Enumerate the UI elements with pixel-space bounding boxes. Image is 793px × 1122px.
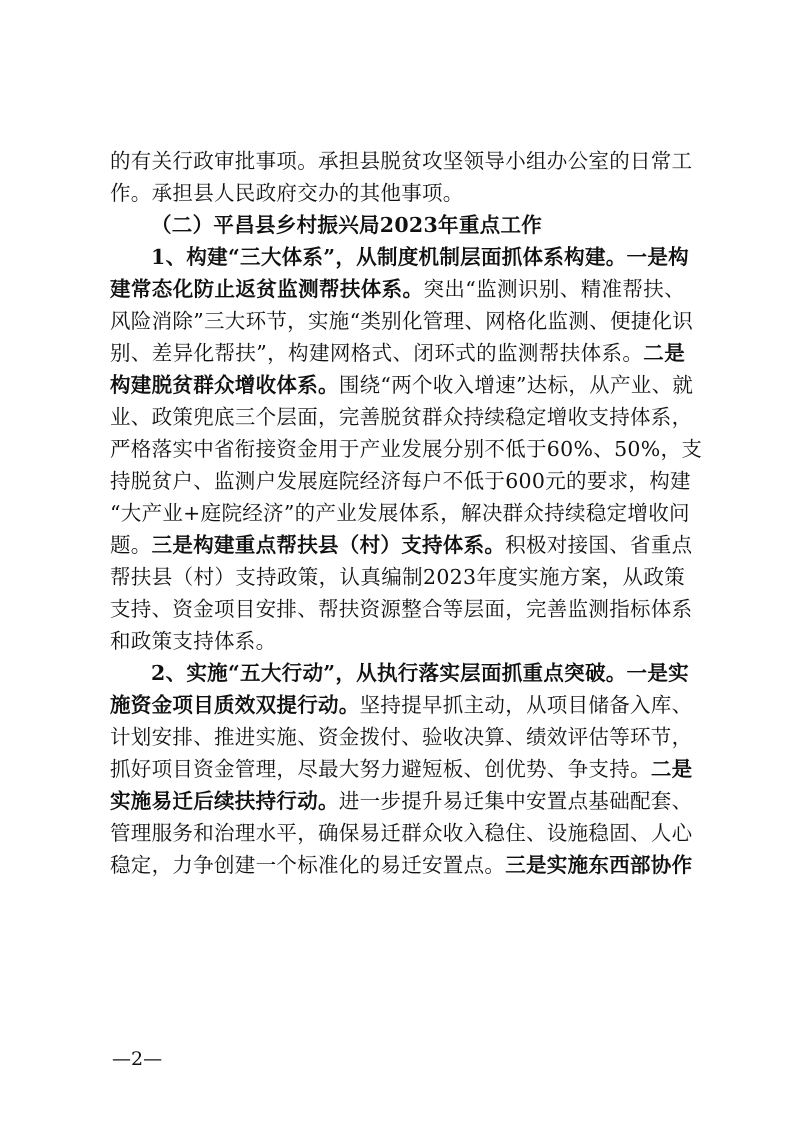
bold-text: 二是	[643, 341, 685, 365]
text-line	[110, 369, 694, 401]
text-line	[110, 497, 690, 529]
section-heading: （二）平昌县乡村振兴局2023年重点工作	[151, 213, 543, 237]
body-text: 和政策支持体系。	[110, 629, 277, 653]
body-text: 积极对接国、省重点	[505, 533, 693, 557]
text-line	[110, 241, 689, 273]
body-text: 支持、资金项目安排、帮扶资源整合等层面，完善监测指标体系	[110, 597, 693, 621]
body-text: 的有关行政审批事项。承担县脱贫攻坚领导小组办公室的日常工	[110, 149, 693, 173]
text-line	[110, 849, 693, 881]
bold-text: 施资金项目质效双提行动。	[110, 693, 360, 717]
body-text: 突出“监测识别、精准帮扶、	[423, 277, 685, 301]
text-line	[110, 753, 693, 785]
body-text: 帮扶县（村）支持政策，认真编制2023年度实施方案，从政策	[110, 565, 685, 589]
text-line	[110, 337, 685, 369]
text-line	[110, 529, 693, 561]
bold-text: 实施易迁后续扶持行动。	[110, 789, 339, 813]
body-text: 围绕“两个收入增速”达标，从产业、就	[338, 373, 694, 397]
text-line	[110, 561, 685, 593]
text-line	[110, 401, 693, 433]
text-line	[110, 145, 693, 177]
text-line	[110, 465, 691, 497]
text-line	[110, 593, 693, 625]
text-line	[110, 817, 693, 849]
text-line	[110, 657, 689, 689]
bold-text: 2、实施“五大行动”，从执行落实层面抓重点突破。	[151, 661, 627, 685]
body-text: 别、差异化帮扶”，构建网格式、闭环式的监测帮扶体系。	[110, 341, 644, 365]
body-text: 计划安排、推进实施、资金拨付、验收决算、绩效评估等环节，	[110, 725, 693, 749]
document-body	[110, 145, 703, 881]
body-text: 坚持提早抓主动，从项目储备入库、	[359, 693, 693, 717]
paragraph-duties-continued	[110, 145, 693, 209]
bold-text: 二是	[650, 757, 693, 781]
text-line	[110, 305, 694, 337]
body-text: 作。承担县人民政府交办的其他事项。	[110, 181, 464, 205]
body-text: 严格落实中省衔接资金用于产业发展分别不低于60%、50%，支	[110, 437, 703, 461]
bold-text: 三是构建重点帮扶县（村）支持体系。	[151, 533, 506, 557]
body-text: “大产业+庭院经济”的产业发展体系，解决群众持续稳定增收问	[110, 501, 690, 525]
text-line	[110, 273, 685, 305]
body-text: 业、政策兜底三个层面，完善脱贫群众持续稳定增收支持体系，	[110, 405, 693, 429]
body-text: 稳定，力争创建一个标准化的易迁安置点。	[110, 853, 506, 877]
body-text: 持脱贫户、监测户发展庭院经济每户不低于600元的要求，构建	[110, 469, 691, 493]
text-line	[110, 785, 693, 817]
body-text: 抓好项目资金管理，尽最大努力避短板、创优势、争支持。	[110, 757, 651, 781]
bold-text: 构建脱贫群众增收体系。	[110, 373, 339, 397]
text-line	[110, 625, 685, 657]
text-line	[110, 721, 693, 753]
paragraph-three-systems	[110, 241, 703, 657]
page-number: —2—	[112, 1048, 163, 1070]
bold-text: 1、构建“三大体系”，从制度机制层面抓体系构建。	[151, 245, 627, 269]
text-line	[110, 177, 685, 209]
bold-text: 建常态化防止返贫监测帮扶体系。	[110, 277, 424, 301]
body-text: 题。	[110, 533, 152, 557]
body-text: 管理服务和治理水平，确保易迁群众收入稳住、设施稳固、人心	[110, 821, 693, 845]
paragraph-five-actions	[110, 657, 693, 881]
text-line	[110, 689, 693, 721]
body-text: 进一步提升易迁集中安置点基础配套、	[338, 789, 693, 813]
bold-text: 一是实	[626, 661, 689, 685]
bold-text: 三是实施东西部协作	[505, 853, 693, 877]
body-text: 风险消除”三大环节，实施“类别化管理、网格化监测、便捷化识	[110, 309, 694, 333]
text-line	[110, 433, 703, 465]
bold-text: 一是构	[626, 245, 689, 269]
